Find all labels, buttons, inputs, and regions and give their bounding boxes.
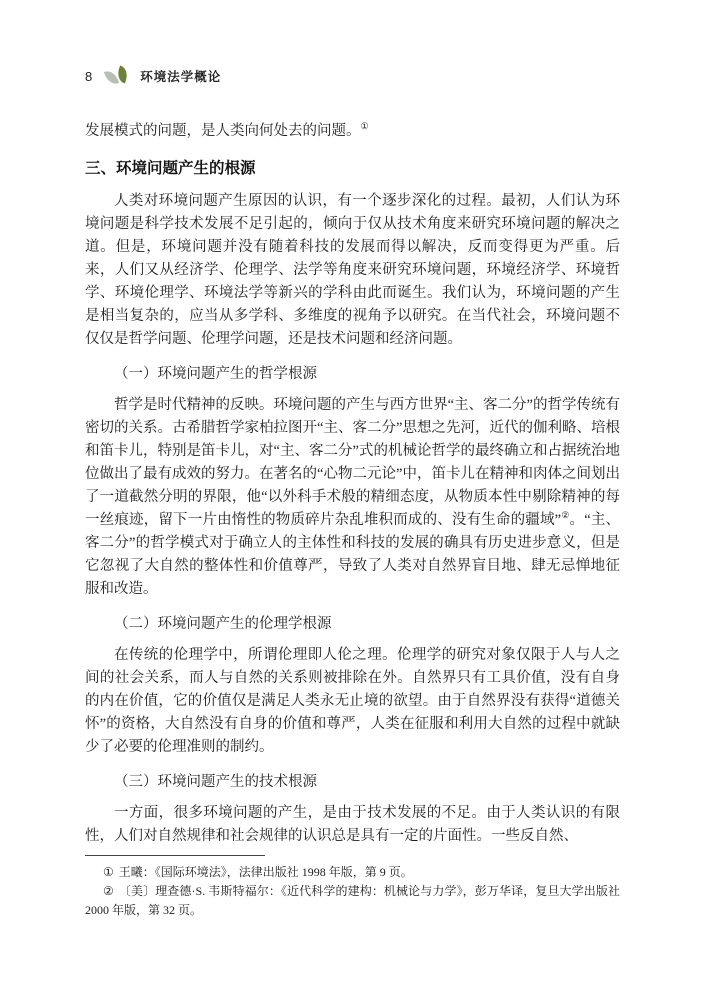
footnote-1 bbox=[85, 863, 620, 882]
footnote-1-text: 王曦：《国际环境法》，法律出版社 1998 年版，第 9 页。 bbox=[118, 865, 413, 879]
subheading-ethics: （二）环境问题产生的伦理学根源 bbox=[114, 616, 332, 632]
footnote-divider bbox=[85, 855, 265, 856]
footnote-ref-1: ① bbox=[360, 121, 369, 132]
paragraph-technology: 一方面，很多环境问题的产生，是由于技术发展的不足。由于人类认识的有限性，人们对自然规律和社会规律的认识总是具有一定的片面性。一些反自然、 bbox=[85, 805, 620, 844]
footnote-ref-2: ② bbox=[561, 510, 570, 521]
paragraph-lead bbox=[85, 120, 620, 143]
paragraph-ethics: 在传统的伦理学中，所谓伦理即人伦之理。伦理学的研究对象仅限于人与人之间的社会关系，而人与自然的关系则被排除在外。自然界只有工具价值，没有自身的内在价值，它的价值仅是满足人类永无止境的欲望。由于自然界没有获得“道德关怀”的资格，大自然没有自身的价值和尊严，人类在征服和利用大自然的过程中就缺少了必要的伦理准则的制约。 bbox=[85, 647, 620, 755]
footnote-2 bbox=[85, 882, 620, 920]
section-heading: 三、环境问题产生的根源 bbox=[85, 160, 256, 177]
leaf-logo-icon bbox=[105, 66, 131, 86]
footnote-1-marker: ① bbox=[103, 865, 114, 879]
paragraph-overview: 人类对环境问题产生原因的认识，有一个逐步深化的过程。最初，人们认为环境问题是科学技术发展不足引起的，倾向于仅从技术角度来研究环境问题的解决之道。但是，环境问题并没有随着科技的发展而得以解决，反而变得更为严重。后来，人们又从经济学、伦理学、法学等角度来研究环境问题，环境经济学、环境哲学、环境伦理学、环境法学等新兴的学科由此而诞生。我们认为，环境问题的产生是相当复杂的，应当从多学科、多维度的视角予以研究。在当代社会，环境问题不仅仅是哲学问题、伦理学问题，还是技术问题和经济问题。 bbox=[85, 193, 620, 347]
subheading-philosophy: （一）环境问题产生的哲学根源 bbox=[114, 366, 317, 382]
philosophy-text-1: 哲学是时代精神的反映。环境问题的产生与西方世界“主、客二分”的哲学传统有密切的关系。古希腊哲学家柏拉图开“主、客二分”思想之先河，近代的伽利略、培根和笛卡儿，特别是笛卡儿，对“主、客二分”式的机械论哲学的最终确立和占据统治地位做出了最有成效的努力。在著名的“心物二元论”中，笛卡儿在精神和肉体之间划出了一道截然分明的界限，他“以外科手术般的精细态度，从物质本性中剔除精神的每一丝痕迹，留下一片由惰性的物质碎片杂乱堆积而成的、没有生命的疆域” bbox=[85, 397, 620, 528]
page-number: 8 bbox=[85, 68, 93, 84]
subheading-technology: （三）环境问题产生的技术根源 bbox=[114, 774, 317, 790]
footnote-2-text: 〔美〕理查德·S. 韦斯特福尔：《近代科学的建构：机械论与力学》，彭万华译，复旦大学出版社 2000 年版，第 32 页。 bbox=[85, 884, 620, 917]
lead-text: 发展模式的问题，是人类向何处去的问题。 bbox=[85, 123, 361, 139]
page-header bbox=[85, 66, 620, 86]
leaf-gray-icon bbox=[104, 69, 119, 87]
page-body bbox=[85, 120, 620, 848]
footnote-2-marker: ② bbox=[103, 884, 114, 898]
footnotes-section bbox=[85, 855, 620, 920]
running-title: 环境法学概论 bbox=[140, 70, 222, 84]
philosophy-text-2: 。“主、客二分”的哲学模式对于确立人的主体性和科技的发展的确具有历史进步意义，但是它忽视了大自然的整体性和价值尊严，导致了人类对自然界盲目地、肆无忌惮地征服和改造。 bbox=[85, 512, 621, 597]
paragraph-philosophy bbox=[85, 394, 620, 601]
